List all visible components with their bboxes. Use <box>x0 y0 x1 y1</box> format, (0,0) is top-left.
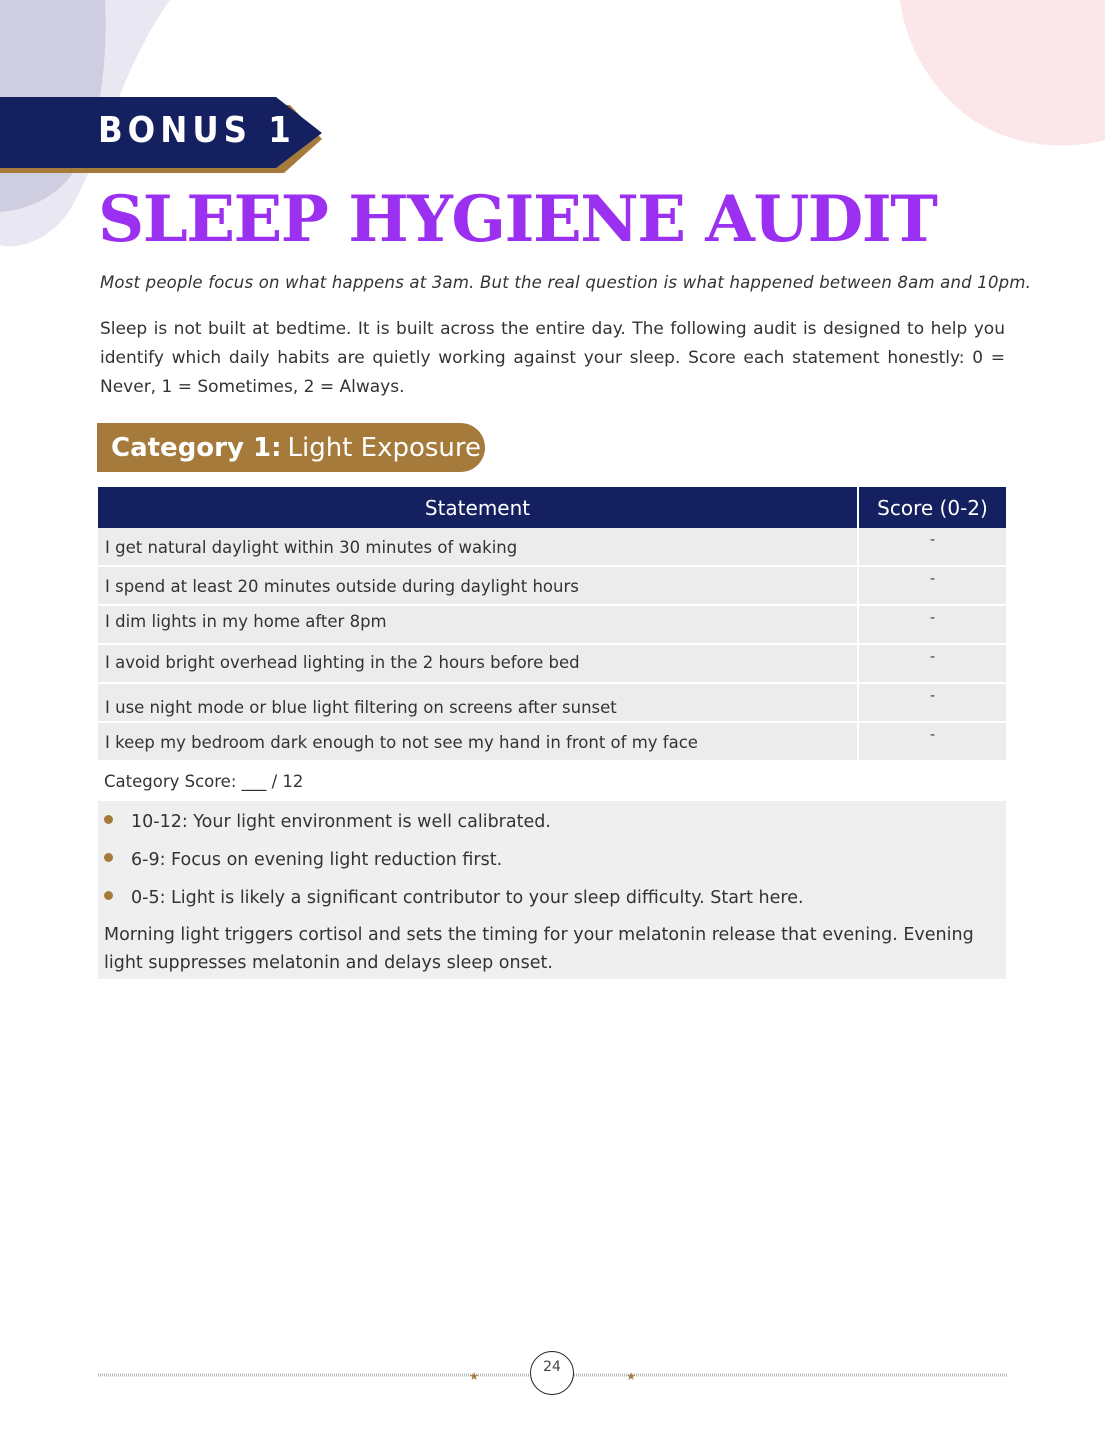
bullet-icon <box>104 815 113 824</box>
category-score: Category Score: ___ / 12 <box>98 762 1006 800</box>
pink-blob <box>900 0 1105 145</box>
bullet-icon <box>104 891 113 900</box>
result-text: 6-9: Focus on evening light reduction first. <box>131 850 503 870</box>
row-statement: I get natural daylight within 30 minutes of waking <box>98 528 859 565</box>
row-score: - <box>929 649 936 665</box>
row-statement: I use night mode or blue light filtering on screens after sunset <box>98 684 859 721</box>
table-header <box>98 487 1006 528</box>
bullet-icon <box>104 853 113 862</box>
page-number: 24 <box>530 1351 574 1395</box>
category-name: Light Exposure <box>287 432 481 463</box>
table-row <box>98 684 1006 723</box>
header-score: Score (0-2) <box>877 495 988 520</box>
star-icon: ★ <box>469 1370 479 1383</box>
list-item <box>104 847 502 873</box>
page-title: SLEEP HYGIENE AUDIT <box>98 182 937 257</box>
row-score: - <box>929 532 936 548</box>
category-prefix: Category 1: <box>111 432 282 463</box>
result-text: 10-12: Your light environment is well calibrated. <box>131 812 551 832</box>
table-row <box>98 567 1006 606</box>
star-icon: ★ <box>626 1370 636 1383</box>
intro-paragraph: Sleep is not built at bedtime. It is built across the entire day. The following audit is designed to help you identify which daily habits are quietly working against your sleep. Score each statement honestly: 0 = Never, 1 = Sometimes, 2 = Always. <box>100 319 1005 397</box>
row-statement: I dim lights in my home after 8pm <box>98 606 859 643</box>
table-row <box>98 528 1006 567</box>
list-item <box>104 885 804 911</box>
row-score: - <box>929 688 936 704</box>
table-row <box>98 606 1006 645</box>
row-score: - <box>929 610 936 626</box>
row-statement: I avoid bright overhead lighting in the 2 hours before bed <box>98 645 859 682</box>
row-score: - <box>929 571 936 587</box>
category-heading <box>97 423 485 472</box>
table-row <box>98 723 1006 762</box>
result-text: 0-5: Light is likely a significant contributor to your sleep difficulty. Start here. <box>131 888 804 908</box>
row-statement: I keep my bedroom dark enough to not see my hand in front of my face <box>98 723 859 760</box>
lede-text: Most people focus on what happens at 3am. But the real question is what happened between 8am and 10pm. <box>100 273 1032 292</box>
header-statement: Statement <box>98 487 859 528</box>
audit-table <box>98 487 1006 800</box>
row-statement: I spend at least 20 minutes outside during daylight hours <box>98 567 859 604</box>
table-row <box>98 645 1006 684</box>
result-note: Morning light triggers cortisol and sets the timing for your melatonin release that evening. Evening light suppresses melatonin and delays sleep onset. <box>104 925 974 973</box>
score-interpretation <box>98 801 1006 979</box>
row-score: - <box>929 727 936 743</box>
bonus-label: BONUS 1 <box>98 110 296 151</box>
list-item <box>104 809 551 835</box>
